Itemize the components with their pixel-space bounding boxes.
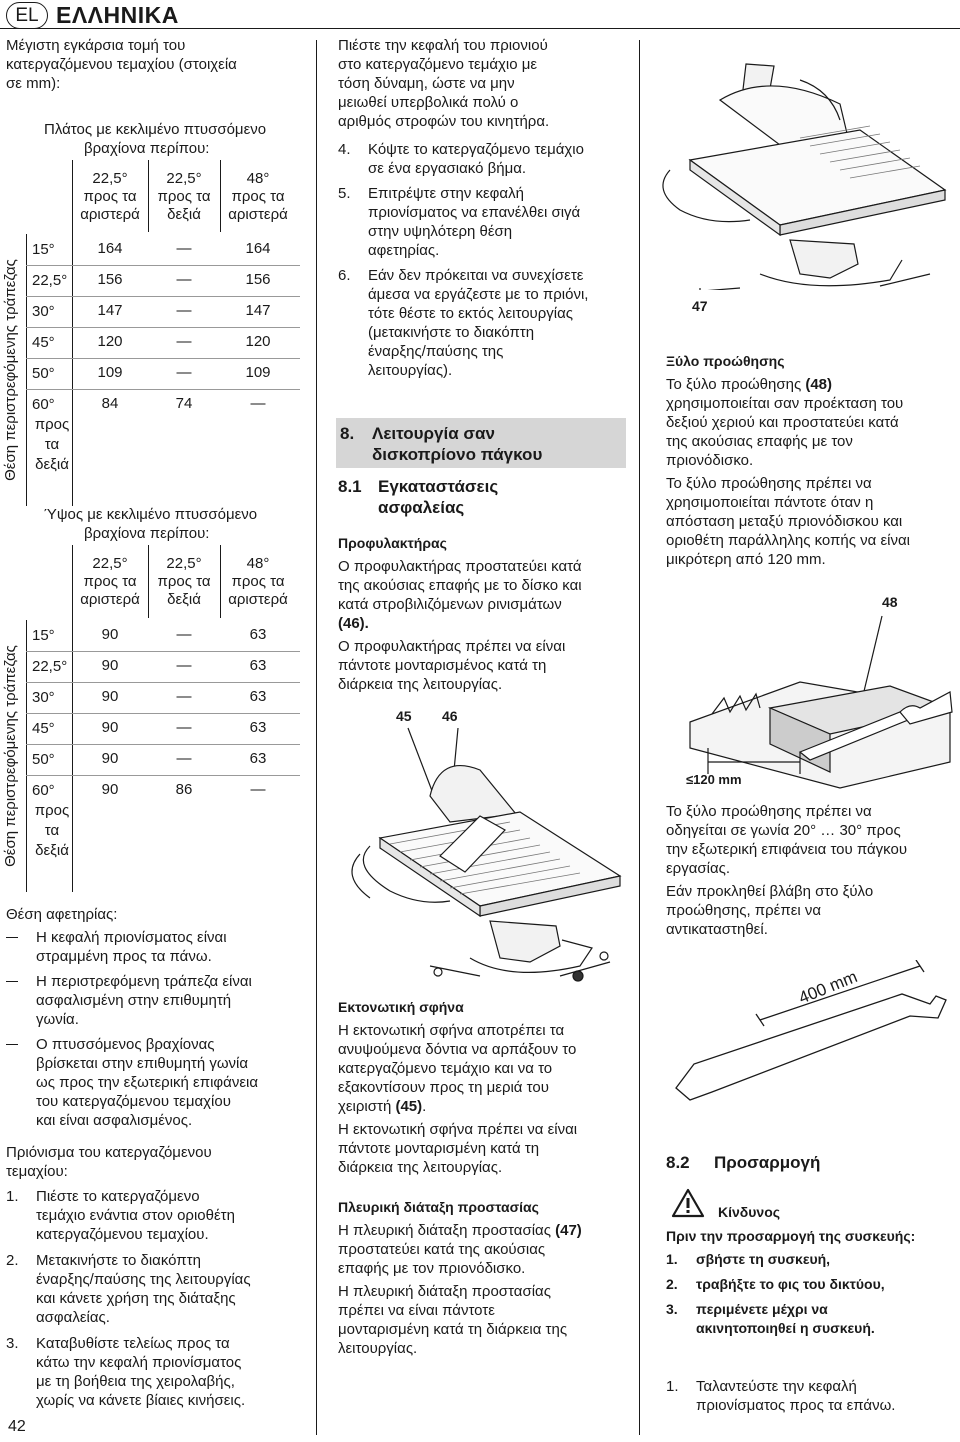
text-line: Εάν προκληθεί βλάβη στο ξύλο <box>666 883 874 900</box>
text-line: επαφής με τον πριονόδισκο. <box>338 1260 526 1277</box>
text-line: αντικαταστηθεί. <box>666 921 768 938</box>
angle-line: δεξιά <box>35 842 69 859</box>
step-number: 1. <box>666 1378 679 1395</box>
text-line: στραμμένη προς τα πάνω. <box>36 948 212 965</box>
header-line: προς τα <box>231 188 285 205</box>
push-stick-title: Ξύλο προώθησης <box>666 353 785 369</box>
angle-cell <box>32 626 72 646</box>
text-line: μικρότερη από 120 mm. <box>666 551 826 568</box>
table-row-divider <box>26 682 300 683</box>
angle-line: δεξιά <box>35 456 69 473</box>
step-text-line: στην υψηλότερη θέση <box>368 223 513 240</box>
text-line: γωνία. <box>36 1011 79 1028</box>
table-column-header <box>72 555 148 609</box>
text-line: κατά στροβιλιζόμενων ρινισμάτων <box>338 596 562 613</box>
text-line: πάντοτε μονταρισμένη κατά τη <box>338 1140 540 1157</box>
angle-cell <box>32 333 72 353</box>
section-title: Εγκαταστάσεις <box>378 477 499 496</box>
table-cell: 63 <box>249 626 267 643</box>
step-text-line: σβήστε τη συσκευή, <box>696 1251 831 1267</box>
text-line: Η εκτονωτική σφήνα αποτρέπει τα <box>338 1022 565 1039</box>
angle-cell <box>32 688 72 708</box>
table-cell: 147 <box>97 302 123 319</box>
caption-line: Πλάτος με κεκλιμένο πτυσσόμενο <box>44 121 267 138</box>
section-number: 8.1 <box>338 477 362 496</box>
caption-line: Ύψος με κεκλιμένο πτυσσόμενο <box>44 506 258 523</box>
text-line: πριονόδισκο. <box>666 452 754 469</box>
table-cell: — <box>176 750 192 767</box>
intro-line: κατεργαζόμενου τεμαχίου (στοιχεία <box>6 56 237 73</box>
table-cell: 147 <box>245 302 271 319</box>
step-number: 5. <box>338 185 351 202</box>
table-cell: — <box>176 364 192 381</box>
text-line: της ακούσιας επαφής με τον <box>666 433 853 450</box>
step-text-line: κατεργαζόμενου τεμαχίου. <box>36 1226 209 1243</box>
step-text-line: πριονίσματος προς τα επάνω. <box>696 1397 896 1414</box>
intro-text <box>6 36 306 93</box>
table-cell: 120 <box>245 333 271 350</box>
text-line: κατεργαζόμενο τεμάχιο και να το <box>338 1060 553 1077</box>
table-cell: 109 <box>245 364 271 381</box>
section-title: ασφαλείας <box>378 498 465 517</box>
step-text-line: περιμένετε μέχρι να <box>696 1301 828 1317</box>
section-title: δισκοπρίονο πάγκου <box>372 445 543 464</box>
step-item <box>338 184 628 260</box>
col2-cont <box>338 36 628 131</box>
table-cell: 109 <box>97 364 123 381</box>
table-column-header <box>148 170 220 224</box>
header-line: 48° <box>246 170 270 187</box>
dash-bullet <box>6 937 18 938</box>
angle-cell <box>32 302 72 322</box>
text-line: Η εκτονωτική σφήνα πρέπει να είναι <box>338 1121 578 1138</box>
table-column-header <box>220 170 296 224</box>
text-line: οριοθέτη παράλληλης κοπής να είναι <box>666 532 911 549</box>
side-guard-figure <box>650 60 950 290</box>
text-line: Το ξύλο προώθησης (48) <box>666 376 833 393</box>
section-8-heading <box>336 418 626 468</box>
step-text-line: ασφαλείας. <box>36 1309 110 1326</box>
table-cell: 164 <box>245 240 271 257</box>
header-line: 48° <box>246 555 270 572</box>
column-divider-2 <box>639 40 640 1435</box>
step-text-line: σε ένα εργασιακό βήμα. <box>368 160 527 177</box>
text-line: Το ξύλο προώθησης πρέπει να <box>666 803 872 820</box>
language-badge: EL <box>6 2 48 29</box>
table-cell: 84 <box>101 395 119 412</box>
table-cell: — <box>176 240 192 257</box>
table-saw-figure <box>330 726 630 996</box>
table-cell: 63 <box>249 657 267 674</box>
side-guard-title: Πλευρική διάταξη προστασίας <box>338 1199 539 1215</box>
header-line: προς τα <box>157 188 211 205</box>
step-item <box>666 1275 956 1294</box>
step-number: 1. <box>6 1188 19 1205</box>
text-line: απόσταση μεταξύ πριονόδισκου και <box>666 513 903 530</box>
text-line: Η περιστρεφόμενη τράπεζα είναι <box>36 973 252 990</box>
text-line: ασφαλισμένη στην επιθυμητή <box>36 992 232 1009</box>
table-row-divider <box>26 358 300 359</box>
table-cell: 164 <box>97 240 123 257</box>
text-line: ανυψούμενα δόντια να αρπάξουν το <box>338 1041 577 1058</box>
figure-label-45: 45 <box>396 708 412 724</box>
text-line: ως προς την εξωτερική επιφάνεια <box>36 1074 259 1091</box>
table-row-divider <box>26 651 300 652</box>
text-line: Το ξύλο προώθησης πρέπει να <box>666 475 872 492</box>
dash-bullet <box>6 981 18 982</box>
text-line: οδηγείται σε γωνία 20° … 30° προς <box>666 822 901 839</box>
angle-line: 22,5° <box>32 658 68 675</box>
text-line: πρέπει να είναι πάντοτε <box>338 1302 495 1319</box>
table-column-header <box>220 555 296 609</box>
caption-line: βραχίονα περίπου: <box>84 140 210 157</box>
header-line: αριστερά <box>228 591 288 608</box>
angle-line: 60° <box>32 782 55 799</box>
header-line: δεξιά <box>167 591 201 608</box>
text-line: Η πλευρική διάταξη προστασίας <box>338 1283 551 1300</box>
step-number: 2. <box>6 1252 19 1269</box>
step-item <box>666 1250 956 1269</box>
text-line: αριθμός στροφών του κινητήρα. <box>338 113 550 130</box>
table-cell: 156 <box>245 271 271 288</box>
section-number: 8.2 <box>666 1153 690 1172</box>
text-line: μονταρισμένη κατά τη διάρκεια της <box>338 1321 568 1338</box>
text-line: και είναι ασφαλισμένος. <box>36 1112 193 1129</box>
angle-cell <box>32 657 72 677</box>
text-line: πάντοτε μονταρισμένος κατά τη <box>338 657 547 674</box>
table-cell: 90 <box>101 657 119 674</box>
step-item <box>6 1187 306 1244</box>
text-line: διάρκεια της λειτουργίας. <box>338 676 503 693</box>
angle-line: 45° <box>32 334 55 351</box>
step-number: 3. <box>666 1301 678 1317</box>
text-line: εξακοντίσουν προς τη μεριά του <box>338 1079 549 1096</box>
table-cell: — <box>176 657 192 674</box>
table2-side-label: Θέση περιστρεφόμενης τράπεζας <box>2 645 19 867</box>
text-line: προστατεύει κατά της ακούσιας <box>338 1241 546 1258</box>
step-number: 3. <box>6 1335 19 1352</box>
step-text-line: τραβήξτε το φις του δικτύου, <box>696 1276 885 1292</box>
section-title: Προσαρμογή <box>714 1153 821 1172</box>
side-guard-section <box>338 1198 633 1358</box>
intro-line: σε mm): <box>6 75 61 92</box>
step-text-line: και κάνετε χρήση της διάταξης <box>36 1290 236 1307</box>
angle-line: προς <box>34 802 70 819</box>
start-list-item <box>6 972 306 1029</box>
column-divider-1 <box>316 40 317 1435</box>
step-text-line: κάτω την κεφαλή πριονίσματος <box>36 1354 242 1371</box>
text-line: στο κατεργαζόμενο τεμάχιο με <box>338 56 538 73</box>
saw-title-line: Πριόνισμα του κατεργαζόμενου <box>6 1144 212 1161</box>
angle-line: 30° <box>32 689 55 706</box>
language-title: ΕΛΛΗΝΙΚΑ <box>56 2 179 28</box>
table1-side-label: Θέση περιστρεφόμενης τράπεζας <box>2 259 19 481</box>
step-number: 1. <box>666 1251 678 1267</box>
header-line: 22,5° <box>166 170 202 187</box>
step-text-line: Ταλαντεύστε την κεφαλή <box>696 1378 857 1395</box>
angle-cell <box>32 271 72 291</box>
text-line: Ο προφυλακτήρας πρέπει να είναι <box>338 638 566 655</box>
table-cell: — <box>176 626 192 643</box>
header-rule <box>0 28 960 29</box>
table-cell: 90 <box>101 719 119 736</box>
text-line: διάρκεια της λειτουργίας. <box>338 1159 503 1176</box>
step-text-line: έναρξης/παύσης της λειτουργίας <box>36 1271 251 1288</box>
step-text-line: έναρξης/παύσης της <box>368 343 504 360</box>
table-row-divider <box>26 265 300 266</box>
header-line: προς τα <box>231 573 285 590</box>
text-line: τόση δύναμη, ώστε να μην <box>338 75 515 92</box>
header-line: προς τα <box>83 573 137 590</box>
angle-cell <box>32 395 72 475</box>
step-item <box>338 140 628 178</box>
caption-line: βραχίονα περίπου: <box>84 525 210 542</box>
text-line: εργασίας. <box>666 860 731 877</box>
table-row-divider <box>26 296 300 297</box>
guard-title: Προφυλακτήρας <box>338 535 447 551</box>
text-line: χειριστή (45). <box>338 1098 427 1115</box>
start-list-item <box>6 1035 306 1130</box>
table1-left-rule <box>26 234 27 506</box>
step-text-line: λειτουργίας). <box>368 362 453 379</box>
table-cell: 120 <box>97 333 123 350</box>
dimension-400: 400 mm <box>796 966 861 1008</box>
text-line: χρησιμοποιείται σαν προέκταση του <box>666 395 904 412</box>
angle-line: τα <box>44 436 60 453</box>
table-row-divider <box>26 327 300 328</box>
angle-line: 60° <box>32 396 55 413</box>
step-item <box>6 1251 306 1327</box>
table-column-header <box>148 555 220 609</box>
start-title: Θέση αφετηρίας: <box>6 906 118 923</box>
angle-line: 50° <box>32 365 55 382</box>
angle-line: 50° <box>32 751 55 768</box>
figure-label-48: 48 <box>882 594 898 610</box>
table1-caption <box>44 120 314 158</box>
table-cell: 86 <box>175 781 193 798</box>
text-line: (46). <box>338 615 369 632</box>
before-adjust-title: Πριν την προσαρμογή της συσκευής: <box>666 1228 916 1244</box>
saw-title <box>6 1143 306 1181</box>
dimension-120: ≤120 mm <box>686 772 742 787</box>
angle-line: 15° <box>32 241 55 258</box>
table-row-divider <box>26 713 300 714</box>
text-line: Ο προφυλακτήρας προστατεύει κατά <box>338 558 582 575</box>
header-line: αριστερά <box>80 206 140 223</box>
table-cell: 90 <box>101 688 119 705</box>
start-list-item <box>6 928 306 966</box>
step-text-line: χωρίς να κάνετε βίαιες κινήσεις. <box>36 1392 246 1409</box>
table-cell: 63 <box>249 750 267 767</box>
step-item <box>6 1334 306 1410</box>
step-text-line: Εάν δεν πρόκειται να συνεχίσετε <box>368 267 584 284</box>
text-line: της ακούσιας επαφής με το δίσκο και <box>338 577 582 594</box>
header-line: δεξιά <box>167 206 201 223</box>
header-line: αριστερά <box>80 591 140 608</box>
table2-left-rule <box>26 620 27 892</box>
angle-line: προς <box>34 416 70 433</box>
step-text-line: Πιέστε το κατεργαζόμενο <box>36 1188 200 1205</box>
step-item <box>338 266 628 380</box>
text-line: λειτουργίας. <box>338 1340 418 1357</box>
table-cell: 63 <box>249 688 267 705</box>
text-line: προώθησης, πρέπει να <box>666 902 822 919</box>
table-cell: 156 <box>97 271 123 288</box>
warning-triangle-icon <box>671 1188 705 1218</box>
wedge-section <box>338 998 633 1177</box>
table-row-divider <box>26 775 300 776</box>
angle-line: 30° <box>32 303 55 320</box>
push-stick-figure <box>650 612 955 792</box>
table-cell: 90 <box>101 781 119 798</box>
step-number: 2. <box>666 1276 678 1292</box>
header-line: 22,5° <box>92 555 128 572</box>
header-line: προς τα <box>83 188 137 205</box>
figure-label-47: 47 <box>692 298 708 314</box>
step-text-line: Κόψτε το κατεργαζόμενο τεμάχιο <box>368 141 584 158</box>
intro-line: Μέγιστη εγκάρσια τομή του <box>6 37 186 54</box>
angle-line: 22,5° <box>32 272 68 289</box>
step-text-line: Μετακινήστε το διακόπτη <box>36 1252 201 1269</box>
table-cell: — <box>176 719 192 736</box>
step-text-line: ακινητοποιηθεί η συσκευή. <box>696 1320 875 1336</box>
step-text-line: Επιτρέψτε στην κεφαλή <box>368 185 524 202</box>
table-cell: — <box>176 688 192 705</box>
figure-label-46: 46 <box>442 708 458 724</box>
angle-cell <box>32 781 72 861</box>
header-line: 22,5° <box>166 555 202 572</box>
step-item <box>666 1377 956 1415</box>
table-cell: 63 <box>249 719 267 736</box>
step-item <box>666 1300 956 1338</box>
guard-section <box>338 534 633 694</box>
table-cell: — <box>250 781 266 798</box>
step-text-line: τότε θέστε το εκτός λειτουργίας <box>368 305 574 322</box>
angle-cell <box>32 240 72 260</box>
saw-title-line: τεμαχίου: <box>6 1163 68 1180</box>
text-line: Η πλευρική διάταξη προστασίας (47) <box>338 1222 582 1239</box>
start-section <box>6 905 306 924</box>
push-stick-usage <box>666 802 956 939</box>
table2-caption <box>44 505 314 543</box>
danger-label: Κίνδυνος <box>718 1204 781 1220</box>
table-cell: — <box>250 395 266 412</box>
table-cell: 74 <box>175 395 193 412</box>
text-line: του κατεργαζόμενου τεμαχίου <box>36 1093 231 1110</box>
table-row-divider <box>26 744 300 745</box>
text-line: βρίσκεται στην επιθυμητή γωνία <box>36 1055 249 1072</box>
step-number: 4. <box>338 141 351 158</box>
text-line: δεξιού χεριού και προστατεύει κατά <box>666 414 899 431</box>
angle-line: 15° <box>32 627 55 644</box>
push-stick-section <box>666 352 956 569</box>
angle-line: 45° <box>32 720 55 737</box>
header-line: 22,5° <box>92 170 128 187</box>
section-number: 8. <box>340 424 355 443</box>
page-number: 42 <box>8 1418 26 1435</box>
wedge-title: Εκτονωτική σφήνα <box>338 999 464 1015</box>
angle-line: τα <box>44 822 60 839</box>
header-line: αριστερά <box>228 206 288 223</box>
text-line: Η κεφαλή πριονίσματος είναι <box>36 929 227 946</box>
angle-cell <box>32 750 72 770</box>
table-cell: — <box>176 302 192 319</box>
table-row-divider <box>26 389 300 390</box>
text-line: την εξωτερική επιφάνεια του πάγκου <box>666 841 908 858</box>
section-title: Λειτουργία σαν <box>372 424 495 443</box>
step-text-line: (μετακινήστε το διακόπτη <box>368 324 535 341</box>
text-line: χρησιμοποιείται πάντοτε όταν η <box>666 494 874 511</box>
text-line: Πιέστε την κεφαλή του πριονιού <box>338 37 548 54</box>
dash-bullet <box>6 1044 18 1045</box>
step-text-line: με τη βοήθεια της χειρολαβής, <box>36 1373 235 1390</box>
step-text-line: Καταβυθίστε τελείως προς τα <box>36 1335 230 1352</box>
step-text-line: άμεσα να εργάζεστε με το πριόνι, <box>368 286 589 303</box>
angle-cell <box>32 719 72 739</box>
table-cell: 90 <box>101 626 119 643</box>
text-line: μειωθεί υπερβολικά πολύ ο <box>338 94 519 111</box>
table-column-header <box>72 170 148 224</box>
angle-cell <box>32 364 72 384</box>
step-number: 6. <box>338 267 351 284</box>
step-text-line: τεμάχιο ενάντια στον οριοθέτη <box>36 1207 235 1224</box>
header-line: προς τα <box>157 573 211 590</box>
text-line: Ο πτυσσόμενος βραχίονας <box>36 1036 215 1053</box>
table-cell: — <box>176 271 192 288</box>
table-cell: 90 <box>101 750 119 767</box>
step-text-line: πριονίσματος να επανέλθει σιγά <box>368 204 581 221</box>
push-stick-dimension-figure <box>660 960 950 1110</box>
table-cell: — <box>176 333 192 350</box>
step-text-line: αφετηρίας. <box>368 242 440 259</box>
